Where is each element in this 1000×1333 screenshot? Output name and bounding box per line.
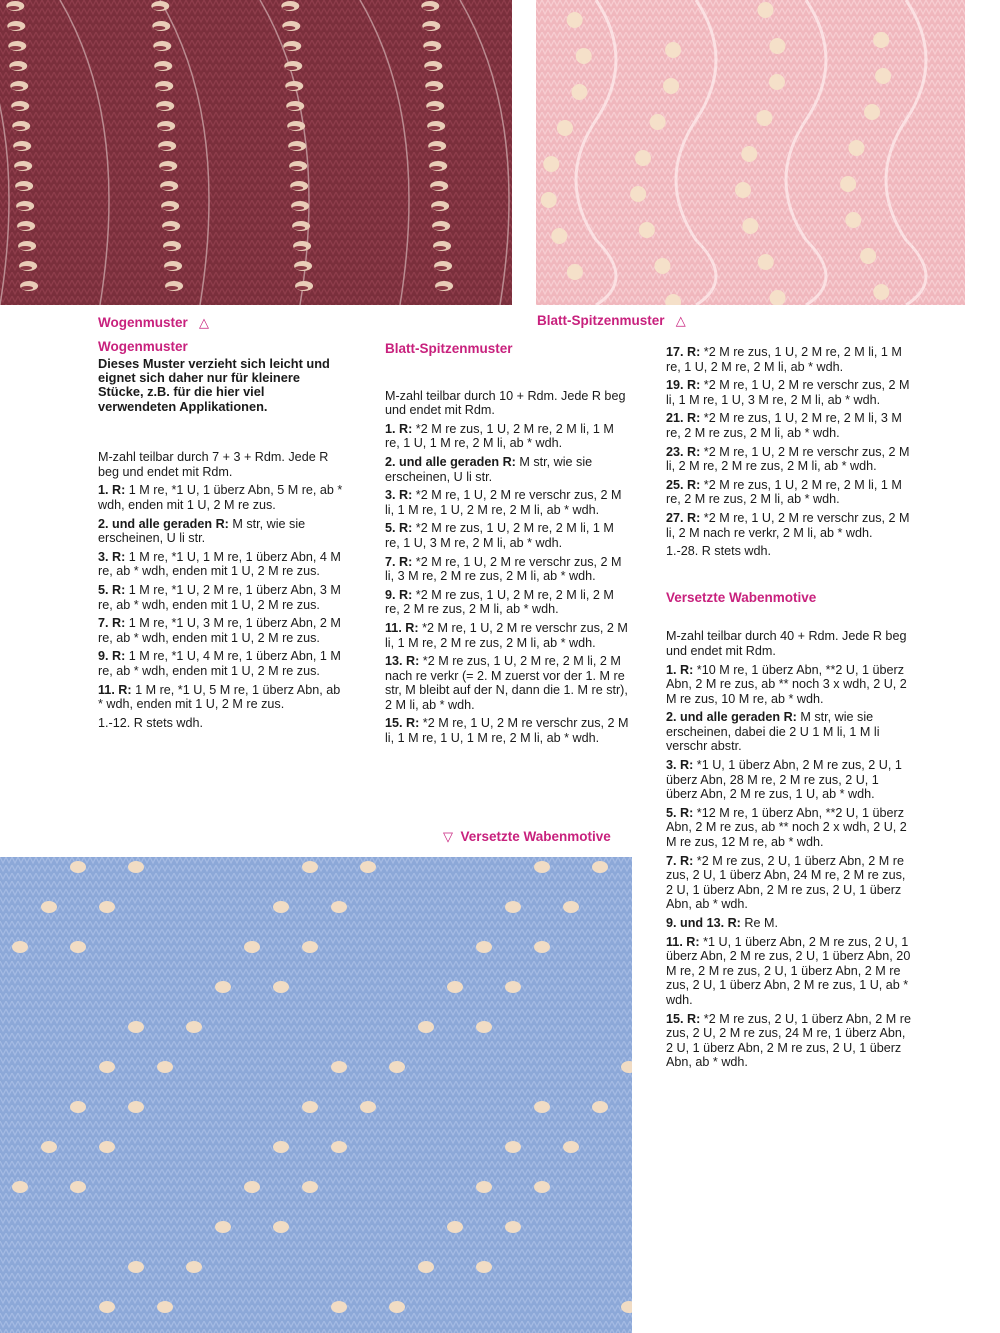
honeycomb-pattern-photo [0, 857, 632, 1333]
section-title: Wogenmuster [98, 339, 188, 354]
row-label: 7. R: [98, 616, 126, 631]
eyelet [244, 1181, 260, 1193]
eyelet-shadow [296, 286, 308, 290]
eyelet [331, 901, 347, 913]
eyelet [864, 104, 880, 120]
instruction-row [98, 550, 343, 579]
blatt-instructions [385, 342, 630, 750]
eyelet [639, 222, 655, 238]
eyelet-shadow [15, 166, 27, 170]
section-intro: Dieses Muster verzieht sich leicht und eignet sich daher nur für kleinere Stücke, z.B. für die hier viel verwendeten Applikationen. [98, 355, 330, 414]
eyelet-shadow [158, 126, 170, 130]
instruction-row [98, 583, 343, 612]
eyelet [505, 901, 521, 913]
row-label: 19. R: [666, 378, 701, 393]
instruction-row [666, 710, 912, 754]
row-label: 21. R: [666, 411, 701, 426]
instruction-row [666, 411, 912, 440]
eyelet [41, 901, 57, 913]
row-text: M str, wie sie erscheinen, U li str. [385, 454, 593, 484]
eyelet [476, 1021, 492, 1033]
eyelet [418, 1261, 434, 1273]
eyelet-shadow [165, 266, 177, 270]
eyelet-shadow [20, 266, 32, 270]
eyelet [70, 941, 86, 953]
eyelet-shadow [163, 226, 175, 230]
eyelet-shadow [14, 146, 26, 150]
eyelet [758, 254, 774, 270]
row-label: 2. und alle geraden R: [385, 454, 516, 469]
eyelet-shadow [21, 286, 33, 290]
row-text: M str, wie sie erscheinen, U li str. [98, 516, 306, 546]
eyelet [592, 1101, 608, 1113]
instruction-row [385, 716, 630, 745]
row-label: 7. R: [666, 853, 694, 868]
eyelet [12, 941, 28, 953]
eyelet [592, 861, 608, 873]
eyelet [360, 861, 376, 873]
row-text: *2 M re zus, 1 U, 2 M re, 2 M li, 2 M re, 2 M re zus, 2 M li, ab * wdh. [385, 587, 614, 617]
row-label: 27. R: [666, 510, 701, 525]
row-label: 1. R: [385, 421, 413, 436]
instruction-row [98, 683, 343, 712]
row-label: 7. R: [385, 554, 413, 569]
row-label: 5. R: [385, 521, 413, 536]
eyelet [273, 1221, 289, 1233]
row-label: 2. und alle geraden R: [666, 710, 797, 725]
instruction-row [98, 483, 343, 512]
row-label: 23. R: [666, 444, 701, 459]
row-text: *2 M re, 1 U, 2 M re verschr zus, 2 M li, 2 M re, 2 M re zus, 2 M li, ab * wdh. [666, 444, 910, 474]
eyelet [571, 84, 587, 100]
row-text: 1 M re, *1 U, 1 überz Abn, 5 M re, ab * wdh, enden mit 1 U, 2 M re zus. [98, 483, 343, 512]
leaf-photo-caption: Blatt-Spitzenmuster △ [537, 313, 686, 328]
instruction-row [385, 654, 630, 712]
repeat-note: 1.-28. R stets wdh. [666, 544, 771, 559]
row-text: *2 M re, 1 U, 2 M re verschr zus, 2 M li, 1 M re, 1 U, 2 M re, 2 M li, ab * wdh. [385, 488, 622, 517]
instruction-row [666, 758, 912, 802]
honeycomb-photo-caption: ▽ Versetzte Wabenmotive [443, 829, 611, 844]
row-text: *2 M re, 1 U, 2 M re verschr zus, 2 M li, 1 M re, 1 U, 3 M re, 2 M li, ab * wdh. [666, 378, 910, 407]
row-label: 25. R: [666, 477, 701, 492]
eyelet [476, 941, 492, 953]
row-label: 3. R: [98, 549, 126, 564]
eyelet-shadow [7, 6, 19, 10]
eyelet [302, 861, 318, 873]
eyelet-shadow [9, 46, 21, 50]
row-label: 11. R: [385, 620, 419, 635]
wogenmuster-instructions [98, 340, 343, 734]
row-text: *2 M re zus, 2 U, 1 überz Abn, 2 M re zus, 2 U, 1 überz Abn, 24 M re, 2 M re zus, 2 U, 1 überz Abn, 2 M re zus, 2 U, 1 überz Abn, ab * wdh. [666, 853, 906, 912]
eyelet-shadow [284, 46, 296, 50]
instruction-row [666, 345, 912, 374]
eyelet-shadow [12, 106, 24, 110]
eyelet-shadow [293, 226, 305, 230]
eyelet-shadow [287, 106, 299, 110]
row-label: 1. R: [98, 483, 126, 498]
eyelet [128, 1021, 144, 1033]
row-text: *2 M re zus, 1 U, 2 M re, 2 M li, 2 M nach re verkr (= 2. M zuerst vor der 1. M re str, M bleibt auf der N, dann die 1. M re str), 2 M li, ab * wdh. [385, 654, 628, 712]
row-text: M str, wie sie erscheinen, dabei die 2 U 1 M li, 1 M li verschr abstr. [666, 710, 880, 754]
eyelet-shadow [161, 186, 173, 190]
section-title: Versetzte Wabenmotive [666, 589, 817, 605]
eyelet [769, 38, 785, 54]
eyelet [273, 1141, 289, 1153]
instruction-row [385, 555, 630, 584]
eyelet [551, 228, 567, 244]
row-label: 15. R: [385, 716, 420, 731]
instruction-row [98, 649, 343, 678]
eyelet [654, 258, 670, 274]
eyelet [665, 42, 681, 58]
row-label: 15. R: [666, 1011, 701, 1026]
row-label: 1. R: [666, 662, 694, 677]
instruction-row [666, 806, 912, 850]
instruction-row [666, 1012, 912, 1070]
instruction-row [666, 916, 912, 931]
row-label: 11. R: [666, 934, 700, 949]
row-label: 9. und 13. R: [666, 916, 741, 930]
eyelet [534, 941, 550, 953]
eyelet [576, 48, 592, 64]
eyelet-shadow [431, 186, 443, 190]
eyelet [99, 1301, 115, 1313]
eyelet [389, 1301, 405, 1313]
stitch-count: M-zahl teilbar durch 10 + Rdm. Jede R beg und endet mit Rdm. [385, 388, 626, 418]
row-label: 3. R: [385, 488, 413, 503]
eyelet-shadow [155, 66, 167, 70]
row-text: *2 M re zus, 1 U, 2 M re, 2 M li, 1 M re, 1 U, 2 M re, 2 M li, ab * wdh. [666, 345, 902, 374]
eyelet-shadow [19, 246, 31, 250]
instruction-row [666, 445, 912, 474]
eyelet [128, 1261, 144, 1273]
instruction-row [666, 854, 912, 912]
leaf-pattern-photo [536, 0, 965, 305]
eyelet [99, 1141, 115, 1153]
eyelet [476, 1181, 492, 1193]
row-label: 17. R: [666, 345, 701, 359]
eyelet [534, 1181, 550, 1193]
instruction-row [666, 663, 912, 707]
stitch-count: M-zahl teilbar durch 7 + 3 + Rdm. Jede R beg und endet mit Rdm. [98, 450, 329, 479]
eyelet-shadow [16, 186, 28, 190]
row-text: 1 M re, *1 U, 2 M re, 1 überz Abn, 3 M re, ab * wdh, enden mit 1 U, 2 M re zus. [98, 582, 341, 612]
eyelet [873, 32, 889, 48]
row-label: 3. R: [666, 758, 694, 773]
eyelet [447, 1221, 463, 1233]
eyelet [757, 2, 773, 18]
eyelet-shadow [17, 206, 29, 210]
instruction-row [385, 455, 630, 484]
eyelet [215, 1221, 231, 1233]
instruction-row [666, 935, 912, 1008]
eyelet-shadow [291, 186, 303, 190]
triangle-up-icon: △ [675, 313, 686, 328]
eyelet-shadow [436, 286, 448, 290]
eyelet-shadow [295, 266, 307, 270]
eyelet [186, 1261, 202, 1273]
row-text: *12 M re, 1 überz Abn, **2 U, 1 überz Abn, 2 M re zus, ab ** noch 2 x wdh, 2 U, 2 M re zus, 12 M re, ab * wdh. [666, 805, 907, 850]
eyelet-shadow [156, 86, 168, 90]
eyelet [302, 1181, 318, 1193]
eyelet [873, 284, 889, 300]
eyelet-shadow [289, 146, 301, 150]
eyelet-shadow [424, 46, 436, 50]
section-title: Blatt-Spitzenmuster [385, 341, 513, 356]
eyelet-shadow [282, 6, 294, 10]
eyelet [840, 176, 856, 192]
eyelet-shadow [422, 6, 434, 10]
eyelet-shadow [159, 146, 171, 150]
eyelet [331, 1301, 347, 1313]
row-text: *1 U, 1 überz Abn, 2 M re zus, 2 U, 1 überz Abn, 28 M re, 2 M re zus, 2 U, 1 überz Abn, 2 M re zus, 1 U, ab * wdh. [666, 758, 902, 802]
eyelet [331, 1061, 347, 1073]
row-text: *2 M re zus, 1 U, 2 M re, 2 M li, 1 M re, 1 U, 3 M re, 2 M li, ab * wdh. [385, 521, 614, 550]
row-text: *2 M re, 1 U, 2 M re verschr zus, 2 M li, 2 M nach re verkr, 2 M li, ab * wdh. [666, 510, 910, 540]
row-label: 11. R: [98, 682, 132, 697]
eyelet [845, 212, 861, 228]
eyelet-shadow [162, 206, 174, 210]
triangle-up-icon: △ [199, 315, 210, 330]
eyelet [505, 1141, 521, 1153]
instruction-row [385, 488, 630, 517]
repeat-note: 1.-12. R stets wdh. [98, 715, 203, 730]
eyelet [742, 218, 758, 234]
eyelet [476, 1261, 492, 1273]
eyelet-shadow [425, 66, 437, 70]
wave-pattern-photo [0, 0, 512, 305]
eyelet-shadow [292, 206, 304, 210]
eyelet [650, 114, 666, 130]
eyelet-shadow [433, 226, 445, 230]
row-text: *2 M re zus, 1 U, 2 M re, 2 M li, 3 M re, 2 M re zus, 2 M li, ab * wdh. [666, 411, 902, 440]
row-label: 9. R: [98, 649, 126, 664]
eyelet-shadow [18, 226, 30, 230]
instruction-row [666, 478, 912, 507]
eyelet-shadow [157, 106, 169, 110]
row-label: 9. R: [385, 587, 413, 602]
wave-photo-caption: Wogenmuster △ [98, 315, 210, 330]
row-text: 1 M re, *1 U, 5 M re, 1 überz Abn, ab * wdh, enden mit 1 U, 2 M re zus. [98, 682, 341, 712]
eyelet [418, 1021, 434, 1033]
eyelet [447, 981, 463, 993]
eyelet [157, 1301, 173, 1313]
row-text: 1 M re, *1 U, 4 M re, 1 überz Abn, 1 M re, ab * wdh, enden mit 1 U, 2 M re zus. [98, 649, 341, 678]
row-text: *2 M re, 1 U, 2 M re verschr zus, 2 M li, 1 M re, 1 U, 1 M re, 2 M li, ab * wdh. [385, 716, 629, 746]
eyelet [128, 1101, 144, 1113]
eyelet [302, 1101, 318, 1113]
eyelet [567, 264, 583, 280]
eyelet-shadow [432, 206, 444, 210]
eyelet [541, 192, 557, 208]
eyelet-shadow [8, 26, 20, 30]
eyelet [360, 1101, 376, 1113]
instruction-row [385, 621, 630, 650]
eyelet [735, 182, 751, 198]
eyelet-shadow [10, 66, 22, 70]
eyelet-shadow [427, 106, 439, 110]
stitch-count: M-zahl teilbar durch 40 + Rdm. Jede R beg und endet mit Rdm. [666, 629, 907, 658]
instruction-row [666, 511, 912, 540]
eyelet [331, 1141, 347, 1153]
eyelet [563, 1141, 579, 1153]
eyelet-shadow [152, 6, 164, 10]
eyelet [543, 156, 559, 172]
row-text: *2 M re, 1 U, 2 M re verschr zus, 2 M li, 1 M re, 2 M re zus, 2 M li, ab * wdh. [385, 620, 628, 650]
eyelet [635, 150, 651, 166]
eyelet [534, 861, 550, 873]
eyelet-shadow [164, 246, 176, 250]
eyelet-shadow [294, 246, 306, 250]
instruction-row [98, 616, 343, 645]
eyelet [302, 941, 318, 953]
eyelet [563, 901, 579, 913]
eyelet [157, 1061, 173, 1073]
eyelet [389, 1061, 405, 1073]
eyelet [630, 186, 646, 202]
eyelet [41, 1141, 57, 1153]
eyelet [70, 1181, 86, 1193]
eyelet [273, 901, 289, 913]
row-label: 13. R: [385, 654, 420, 669]
instruction-row [385, 422, 630, 451]
instruction-row [385, 521, 630, 550]
instruction-row [385, 588, 630, 617]
eyelet-shadow [288, 126, 300, 130]
eyelet [534, 1101, 550, 1113]
eyelet [99, 901, 115, 913]
eyelet [215, 981, 231, 993]
row-text: *1 U, 1 überz Abn, 2 M re zus, 2 U, 1 überz Abn, 2 M re zus, 2 U, 1 überz Abn, 20 M re, 2 M re zus, 2 U, 1 überz Abn, 2 M re zus, 2 U, 1 überz Abn, 2 M re zus, 1 U, ab * wdh. [666, 934, 911, 1007]
eyelet [860, 248, 876, 264]
eyelet [99, 1061, 115, 1073]
eyelet [244, 941, 260, 953]
row-text: *10 M re, 1 überz Abn, **2 U, 1 überz Abn, 2 M re zus, ab ** noch 3 x wdh, 2 U, 2 M re zus, 10 M re, ab * wdh. [666, 662, 907, 706]
eyelet-shadow [434, 246, 446, 250]
eyelet-shadow [429, 146, 441, 150]
eyelet [756, 110, 772, 126]
eyelet-shadow [435, 266, 447, 270]
instruction-row [98, 517, 343, 546]
row-text: 1 M re, *1 U, 3 M re, 1 überz Abn, 2 M re, ab * wdh, enden mit 1 U, 2 M re zus. [98, 616, 341, 645]
eyelet-shadow [423, 26, 435, 30]
eyelet-shadow [283, 26, 295, 30]
eyelet-shadow [160, 166, 172, 170]
eyelet-shadow [430, 166, 442, 170]
eyelet [741, 146, 757, 162]
eyelet [70, 1101, 86, 1113]
row-text: *2 M re zus, 1 U, 2 M re, 2 M li, 1 M re, 1 U, 1 M re, 2 M li, ab * wdh. [385, 421, 614, 451]
row-text: 1 M re, *1 U, 1 M re, 1 überz Abn, 4 M re, ab * wdh, enden mit 1 U, 2 M re zus. [98, 549, 341, 579]
eyelet [186, 1021, 202, 1033]
eyelet-shadow [166, 286, 178, 290]
eyelet-shadow [290, 166, 302, 170]
row-label: 5. R: [98, 582, 126, 597]
eyelet [663, 78, 679, 94]
eyelet-shadow [154, 46, 166, 50]
row-text: Re M. [744, 916, 778, 930]
eyelet-shadow [428, 126, 440, 130]
row-text: *2 M re zus, 2 U, 1 überz Abn, 2 M re zus, 2 U, 2 M re zus, 24 M re, 1 überz Abn, 2 U, 1 überz Abn, 2 M re zus, 2 U, 1 überz Abn, ab * wdh. [666, 1011, 911, 1070]
eyelet [273, 981, 289, 993]
eyelet [769, 74, 785, 90]
eyelet-shadow [11, 86, 23, 90]
eyelet [875, 68, 891, 84]
eyelet [70, 861, 86, 873]
row-label: 2. und alle geraden R: [98, 516, 229, 531]
triangle-down-icon: ▽ [443, 829, 453, 844]
row-label: 5. R: [666, 805, 694, 820]
eyelet [128, 861, 144, 873]
eyelet-shadow [153, 26, 165, 30]
eyelet-shadow [285, 66, 297, 70]
eyelet [12, 1181, 28, 1193]
blatt-waben-instructions [666, 345, 912, 1074]
eyelet-shadow [426, 86, 438, 90]
row-text: *2 M re, 1 U, 2 M re verschr zus, 2 M li, 3 M re, 2 M re zus, 2 M li, ab * wdh. [385, 554, 622, 584]
eyelet [848, 140, 864, 156]
eyelet-shadow [13, 126, 25, 130]
eyelet [567, 12, 583, 28]
row-text: *2 M re zus, 1 U, 2 M re, 2 M li, 1 M re, 2 M re zus, 2 M li, ab * wdh. [666, 477, 902, 507]
eyelet [505, 1221, 521, 1233]
eyelet [505, 981, 521, 993]
eyelet-shadow [286, 86, 298, 90]
instruction-row [666, 378, 912, 407]
eyelet [557, 120, 573, 136]
